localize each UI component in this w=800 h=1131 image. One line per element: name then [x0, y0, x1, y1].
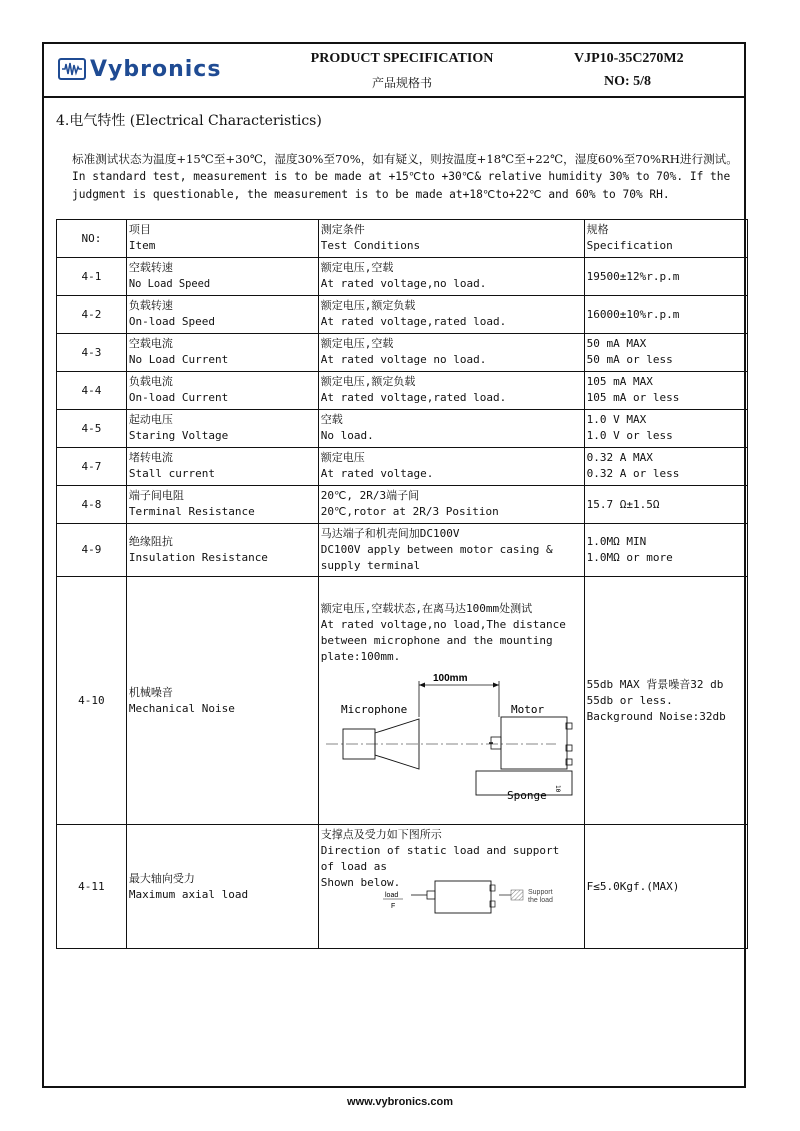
- cond-en: No load.: [320, 429, 374, 442]
- doc-subtitle: 产品规格书: [371, 76, 432, 90]
- table-row: [57, 410, 748, 448]
- spec-value: 19500±12%r.p.m: [584, 258, 747, 296]
- table-row: [57, 258, 748, 296]
- logo-text: Vybronics: [90, 56, 222, 82]
- table-row: [57, 486, 748, 524]
- item-cn: 绝缘阻抗: [128, 535, 173, 548]
- cond-cn: 20℃, 2R/3端子间: [320, 489, 420, 502]
- model-number: VJP10-35C270M2: [574, 51, 684, 66]
- support-label-1: Support: [527, 889, 553, 896]
- header-item: [126, 220, 318, 258]
- cond-cn: 额定电压: [320, 451, 365, 464]
- header-cond-cn: 测定条件: [320, 223, 365, 236]
- support-block: [511, 890, 523, 900]
- header-spec-en: Specification: [586, 239, 673, 252]
- header-conditions: [318, 220, 584, 258]
- cond-cn: 额定电压,空载: [320, 337, 394, 350]
- item-cn: 机械噪音: [128, 685, 173, 699]
- spec-table: [56, 219, 748, 949]
- item-en: Insulation Resistance: [128, 551, 268, 564]
- cond-en-line2: of load as: [320, 860, 388, 873]
- item-cn: 起动电压: [128, 413, 173, 426]
- cond-en: 20℃,rotor at 2R/3 Position: [320, 505, 499, 518]
- cond-cn: 额定电压,额定负载: [320, 375, 416, 388]
- row-no: 4-7: [57, 448, 127, 486]
- doc-title: PRODUCT SPECIFICATION: [310, 51, 494, 66]
- svg-text:10: 10: [553, 784, 561, 792]
- spec-value: 105 mA MAX: [586, 375, 653, 388]
- spec-value-alt: 55db or less.: [586, 693, 673, 707]
- page-header: [44, 44, 744, 98]
- arrow-right-icon: [493, 682, 499, 687]
- spec-value: 55db MAX 背景噪音32 db: [586, 677, 724, 691]
- header-cond-en: Test Conditions: [320, 239, 421, 252]
- item-cn: 负载电流: [128, 375, 173, 388]
- table-row: [57, 524, 748, 577]
- cond-cn: 空载: [320, 413, 343, 426]
- load-label: load: [384, 892, 399, 899]
- cond-en-line1: At rated voltage,no load,The distance: [320, 617, 566, 631]
- item-en: Staring Voltage: [128, 429, 229, 442]
- cond-cn: 马达端子和机壳间加DC100V: [320, 527, 460, 540]
- section-title: 4.电气特性 (Electrical Characteristics): [56, 113, 322, 129]
- motor-icon: [435, 881, 491, 913]
- cond-cn: 额定电压,空载: [320, 261, 394, 274]
- item-en: No Load Speed: [128, 278, 211, 290]
- header-spec-cn: 规格: [586, 223, 609, 236]
- row-no: 4-2: [57, 296, 127, 334]
- item-en: Stall current: [128, 467, 215, 480]
- axial-load-diagram: [361, 875, 581, 919]
- item-cn: 堵转电流: [128, 451, 173, 464]
- row-no: 4-1: [57, 258, 127, 296]
- item-en: Mechanical Noise: [128, 701, 235, 715]
- cond-en-line3: Shown below.: [320, 876, 401, 889]
- row-no: 4-11: [57, 825, 127, 949]
- intro-paragraph: [72, 150, 748, 204]
- spec-value: 1.0MΩ MIN: [586, 535, 647, 548]
- noise-test-diagram: [321, 667, 576, 801]
- table-row: [57, 334, 748, 372]
- spec-value-alt: 0.32 A or less: [586, 467, 680, 480]
- header-no: NO:: [57, 220, 127, 258]
- header-item-cn: 项目: [128, 223, 151, 236]
- row-no: 4-5: [57, 410, 127, 448]
- footer-url: www.vybronics.com: [347, 1096, 453, 1108]
- distance-label: 100mm: [432, 672, 468, 684]
- intro-cn: 标准测试状态为温度+15℃至+30℃，湿度30%至70%，如有疑义，则按温度+18℃至+22℃，湿度60%至70%RH进行测试。: [72, 152, 738, 166]
- cond-en: At rated voltage.: [320, 467, 434, 480]
- item-en: No Load Current: [128, 353, 229, 366]
- spec-value-alt: 105 mA or less: [586, 391, 680, 404]
- row-no: 4-8: [57, 486, 127, 524]
- sponge-label: Sponge: [506, 788, 547, 801]
- cond-en-line1: Direction of static load and support: [320, 844, 560, 857]
- intro-en-line2: judgment is questionable, the measurement is to be made at+18℃to+22℃ and 60% to 70% RH.: [72, 188, 670, 201]
- item-cn: 空载转速: [128, 261, 173, 274]
- spec-background: Background Noise:32db: [586, 709, 726, 723]
- page-frame: [42, 42, 746, 1088]
- spec-value: 16000±10%r.p.m: [584, 296, 747, 334]
- header-specification: [584, 220, 747, 258]
- item-en: Terminal Resistance: [128, 505, 255, 518]
- cond-en-line3: plate:100mm.: [320, 649, 401, 663]
- spec-value: 1.0 V MAX: [586, 413, 647, 426]
- table-row-noise: [57, 577, 748, 825]
- item-en: On-load Current: [128, 391, 229, 404]
- microphone-label: Microphone: [340, 702, 408, 716]
- spec-value-alt: 1.0MΩ or more: [586, 551, 673, 564]
- cond-en: At rated voltage,rated load.: [320, 315, 507, 328]
- item-en: Maximum axial load: [128, 887, 249, 901]
- spec-value: F≤5.0Kgf.(MAX): [584, 825, 747, 949]
- item-cn: 端子间电阻: [128, 489, 184, 502]
- page-number: NO: 5/8: [604, 74, 652, 89]
- spec-value-alt: 1.0 V or less: [586, 429, 673, 442]
- item-cn: 空载电流: [128, 337, 173, 350]
- table-header-row: [57, 220, 748, 258]
- header-item-en: Item: [128, 239, 156, 252]
- company-logo: [58, 56, 221, 82]
- support-label-2: the load: [527, 897, 553, 904]
- force-label: F: [390, 903, 396, 910]
- spec-value: 50 mA MAX: [586, 337, 647, 350]
- motor-label: Motor: [510, 702, 544, 716]
- row-no: 4-3: [57, 334, 127, 372]
- arrow-left-icon: [419, 682, 425, 687]
- item-cn: 最大轴向受力: [128, 871, 195, 885]
- row-no: 4-10: [57, 577, 127, 825]
- item-cn: 负载转速: [128, 299, 173, 312]
- cond-en-line2: between microphone and the mounting: [320, 633, 553, 647]
- cond-en: At rated voltage,rated load.: [320, 391, 507, 404]
- table-row-axial: [57, 825, 748, 949]
- item-en: On-load Speed: [128, 315, 215, 328]
- cond-en: At rated voltage no load.: [320, 353, 487, 366]
- cond-en-line2: supply terminal: [320, 559, 421, 572]
- row-no: 4-9: [57, 524, 127, 577]
- table-row: [57, 296, 748, 334]
- cond-cn: 支撑点及受力如下图所示: [320, 828, 442, 841]
- table-row: [57, 448, 748, 486]
- cond-cn: 额定电压,额定负载: [320, 299, 416, 312]
- cond-cn: 额定电压,空载状态,在离马达100mm处测试: [320, 601, 533, 615]
- cond-en: DC100V apply between motor casing &: [320, 543, 553, 556]
- intro-en-line1: In standard test, measurement is to be made at +15℃to +30℃& relative humidity 30% to 70%. If the: [72, 170, 731, 183]
- motor-icon: [501, 717, 567, 769]
- cond-en: At rated voltage,no load.: [320, 277, 487, 290]
- waveform-icon: [58, 58, 86, 80]
- row-no: 4-4: [57, 372, 127, 410]
- spec-value: 0.32 A MAX: [586, 451, 653, 464]
- spec-value: 15.7 Ω±1.5Ω: [584, 486, 747, 524]
- spec-value-alt: 50 mA or less: [586, 353, 673, 366]
- table-row: [57, 372, 748, 410]
